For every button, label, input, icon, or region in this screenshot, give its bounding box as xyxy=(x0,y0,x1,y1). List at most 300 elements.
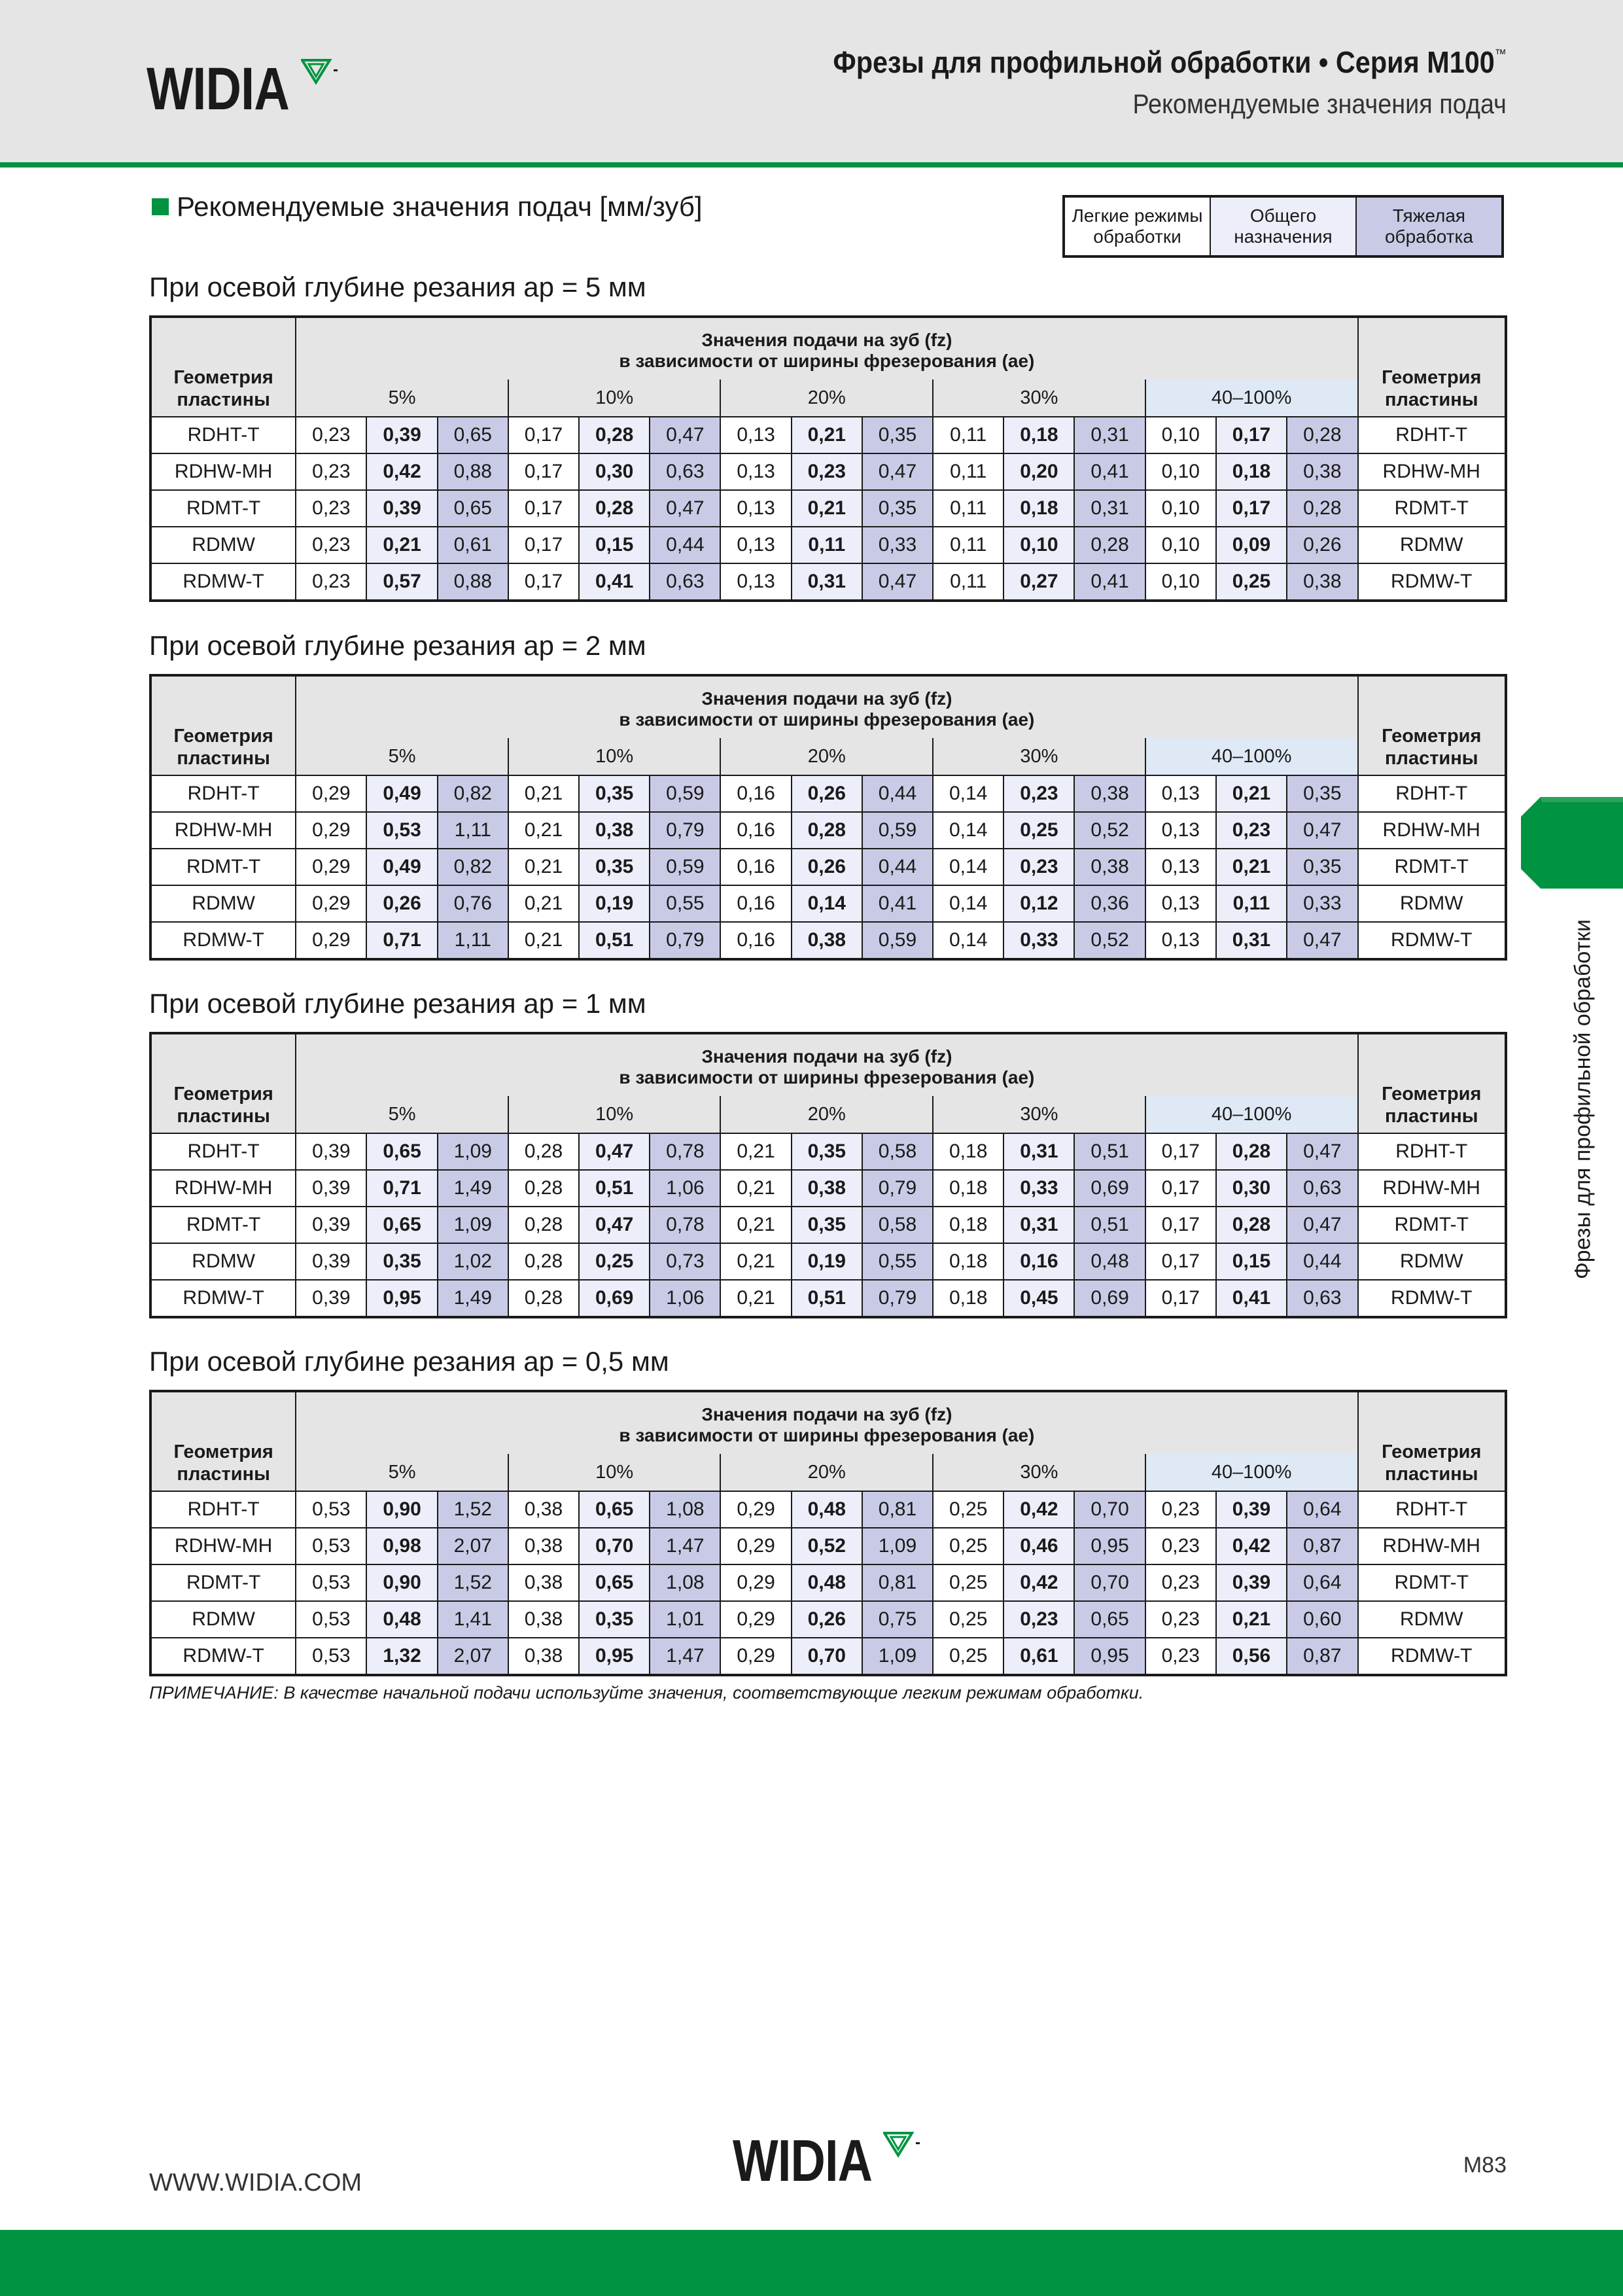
geometry-cell: RDMT-T xyxy=(150,849,296,885)
feed-value-cell: 0,20 xyxy=(1003,453,1074,490)
table-row xyxy=(150,1528,1506,1564)
feed-value-cell: 0,95 xyxy=(1074,1638,1145,1675)
feed-value-cell: 0,28 xyxy=(579,490,650,527)
feed-value-cell: 0,25 xyxy=(579,1243,650,1280)
feed-value-cell: 0,52 xyxy=(792,1528,862,1564)
feed-value-cell: 0,39 xyxy=(296,1207,366,1243)
feed-value-cell: 0,48 xyxy=(792,1491,862,1528)
feed-value-cell: 0,21 xyxy=(1216,849,1287,885)
feed-value-cell: 0,28 xyxy=(579,417,650,453)
feed-value-cell: 0,58 xyxy=(862,1133,933,1170)
width-percent-header: 40–100% xyxy=(1145,738,1358,775)
feed-value-cell: 0,21 xyxy=(720,1280,791,1317)
feed-value-cell: 0,13 xyxy=(720,527,791,563)
feed-value-cell: 0,38 xyxy=(508,1601,579,1638)
feed-value-cell: 0,49 xyxy=(366,775,437,812)
feed-value-cell: 0,26 xyxy=(366,885,437,922)
feed-value-cell: 0,31 xyxy=(1074,490,1145,527)
geometry-header: Геометрия пластины xyxy=(150,1033,296,1133)
geometry-cell: RDMW xyxy=(150,1243,296,1280)
feed-caption-line2: в зависимости от ширины фрезерования (ae) xyxy=(619,351,1035,371)
footer-logo xyxy=(733,2128,922,2194)
table-row xyxy=(150,1491,1506,1528)
page-title: Фрезы для профильной обработки • Серия M100™ xyxy=(833,45,1507,79)
feed-value-cell: 0,17 xyxy=(1145,1207,1216,1243)
feed-value-cell: 0,17 xyxy=(508,527,579,563)
feed-value-cell: 0,44 xyxy=(862,849,933,885)
feed-value-cell: 0,29 xyxy=(296,922,366,959)
feed-value-cell: 0,59 xyxy=(650,775,720,812)
feed-value-cell: 0,25 xyxy=(933,1528,1003,1564)
feed-value-cell: 0,12 xyxy=(1003,885,1074,922)
feed-value-cell: 0,17 xyxy=(1145,1170,1216,1207)
feed-value-cell: 0,35 xyxy=(366,1243,437,1280)
feed-value-cell: 0,14 xyxy=(933,922,1003,959)
feed-value-cell: 0,23 xyxy=(296,527,366,563)
geometry-cell-right: RDMW xyxy=(1358,1243,1506,1280)
width-percent-header: 5% xyxy=(296,1096,508,1133)
page-number: M83 xyxy=(1463,2153,1507,2178)
feed-value-cell: 0,23 xyxy=(1216,812,1287,849)
feed-value-cell: 0,79 xyxy=(650,812,720,849)
feed-caption xyxy=(296,1391,1357,1454)
feed-value-cell: 0,23 xyxy=(1145,1564,1216,1601)
feed-value-cell: 0,51 xyxy=(579,1170,650,1207)
feed-value-cell: 0,18 xyxy=(933,1207,1003,1243)
geometry-cell-right: RDMW-T xyxy=(1358,922,1506,959)
feed-value-cell: 0,38 xyxy=(508,1491,579,1528)
feed-value-cell: 0,82 xyxy=(438,775,508,812)
feed-value-cell: 0,10 xyxy=(1145,417,1216,453)
feed-value-cell: 0,23 xyxy=(1145,1528,1216,1564)
feed-caption xyxy=(296,1033,1357,1096)
feed-value-cell: 0,63 xyxy=(650,453,720,490)
width-percent-header: 20% xyxy=(720,1454,933,1491)
feed-value-cell: 0,18 xyxy=(933,1280,1003,1317)
geometry-cell-right: RDHW-MH xyxy=(1358,1528,1506,1564)
geometry-header-right: Геометрия пластины xyxy=(1358,675,1506,775)
feed-value-cell: 0,38 xyxy=(1287,453,1357,490)
geometry-cell: RDMT-T xyxy=(150,1564,296,1601)
feed-value-cell: 0,35 xyxy=(579,849,650,885)
table-row xyxy=(150,563,1506,601)
feed-value-cell: 0,21 xyxy=(720,1133,791,1170)
feed-value-cell: 0,17 xyxy=(508,563,579,601)
feed-value-cell: 0,13 xyxy=(1145,922,1216,959)
header-logo xyxy=(147,56,340,122)
feed-value-cell: 0,33 xyxy=(1003,922,1074,959)
geometry-cell-right: RDHW-MH xyxy=(1358,812,1506,849)
feed-value-cell: 0,56 xyxy=(1216,1638,1287,1675)
feed-value-cell: 0,35 xyxy=(862,417,933,453)
feed-value-cell: 0,70 xyxy=(1074,1564,1145,1601)
feed-value-cell: 0,28 xyxy=(1216,1133,1287,1170)
feed-value-cell: 0,45 xyxy=(1003,1280,1074,1317)
feed-table xyxy=(149,674,1507,961)
feed-value-cell: 0,42 xyxy=(1003,1491,1074,1528)
feed-value-cell: 0,95 xyxy=(366,1280,437,1317)
feed-value-cell: 1,11 xyxy=(438,922,508,959)
feed-caption xyxy=(296,675,1357,738)
feed-value-cell: 0,79 xyxy=(862,1280,933,1317)
feed-value-cell: 0,15 xyxy=(1216,1243,1287,1280)
geometry-cell: RDMW-T xyxy=(150,1638,296,1675)
geometry-cell: RDMT-T xyxy=(150,490,296,527)
feed-value-cell: 0,53 xyxy=(296,1564,366,1601)
feed-value-cell: 0,23 xyxy=(1003,775,1074,812)
feed-value-cell: 1,32 xyxy=(366,1638,437,1675)
legend-general: Общего назначения xyxy=(1210,196,1356,256)
feed-value-cell: 0,28 xyxy=(508,1133,579,1170)
geometry-header-right: Геометрия пластины xyxy=(1358,1391,1506,1491)
feed-value-cell: 0,38 xyxy=(1287,563,1357,601)
feed-value-cell: 0,19 xyxy=(792,1243,862,1280)
geometry-header: Геометрия пластины xyxy=(150,1391,296,1491)
feed-caption-line1: Значения подачи на зуб (fz) xyxy=(701,688,952,709)
feed-value-cell: 0,29 xyxy=(296,885,366,922)
geometry-cell-right: RDHT-T xyxy=(1358,1133,1506,1170)
feed-table xyxy=(149,1032,1507,1318)
feed-value-cell: 0,11 xyxy=(933,563,1003,601)
feed-value-cell: 0,42 xyxy=(1003,1564,1074,1601)
feed-value-cell: 0,26 xyxy=(1287,527,1357,563)
feed-value-cell: 0,63 xyxy=(650,563,720,601)
feed-value-cell: 0,35 xyxy=(792,1133,862,1170)
feed-value-cell: 0,39 xyxy=(296,1280,366,1317)
feed-value-cell: 0,18 xyxy=(933,1133,1003,1170)
feed-value-cell: 1,09 xyxy=(438,1133,508,1170)
geometry-cell-right: RDMW-T xyxy=(1358,1280,1506,1317)
width-percent-header: 40–100% xyxy=(1145,1096,1358,1133)
feed-value-cell: 0,23 xyxy=(792,453,862,490)
feed-value-cell: 0,21 xyxy=(792,417,862,453)
table-row xyxy=(150,527,1506,563)
feed-value-cell: 0,81 xyxy=(862,1564,933,1601)
feed-value-cell: 0,51 xyxy=(1074,1207,1145,1243)
geometry-cell-right: RDMT-T xyxy=(1358,849,1506,885)
feed-value-cell: 0,31 xyxy=(1216,922,1287,959)
feed-value-cell: 0,35 xyxy=(1287,775,1357,812)
feed-value-cell: 0,90 xyxy=(366,1491,437,1528)
green-side-tab-icon xyxy=(1521,797,1623,889)
width-percent-header: 5% xyxy=(296,380,508,417)
feed-value-cell: 0,23 xyxy=(1145,1491,1216,1528)
header-rule xyxy=(0,162,1623,168)
footer-brand-wordmark: WIDIA xyxy=(733,2128,873,2194)
feed-value-cell: 0,70 xyxy=(1074,1491,1145,1528)
feed-value-cell: 0,23 xyxy=(1003,1601,1074,1638)
feed-value-cell: 0,38 xyxy=(1074,849,1145,885)
feed-value-cell: 0,25 xyxy=(933,1491,1003,1528)
feed-value-cell: 0,39 xyxy=(296,1170,366,1207)
feed-value-cell: 1,09 xyxy=(438,1207,508,1243)
feed-value-cell: 0,10 xyxy=(1145,527,1216,563)
feed-value-cell: 0,30 xyxy=(579,453,650,490)
feed-value-cell: 0,78 xyxy=(650,1133,720,1170)
feed-value-cell: 0,38 xyxy=(1074,775,1145,812)
width-percent-header: 10% xyxy=(508,380,721,417)
feed-value-cell: 0,29 xyxy=(720,1528,791,1564)
geometry-cell: RDHW-MH xyxy=(150,1170,296,1207)
feed-value-cell: 0,47 xyxy=(1287,812,1357,849)
feed-caption-line2: в зависимости от ширины фрезерования (ae) xyxy=(619,709,1035,730)
feed-value-cell: 0,39 xyxy=(1216,1564,1287,1601)
feed-value-cell: 0,47 xyxy=(862,453,933,490)
feed-value-cell: 0,65 xyxy=(366,1207,437,1243)
feed-value-cell: 0,51 xyxy=(792,1280,862,1317)
feed-value-cell: 0,14 xyxy=(933,849,1003,885)
feed-value-cell: 0,47 xyxy=(579,1207,650,1243)
width-percent-header: 30% xyxy=(933,738,1145,775)
feed-value-cell: 0,53 xyxy=(296,1528,366,1564)
feed-value-cell: 0,63 xyxy=(1287,1170,1357,1207)
side-tab-label: Фрезы для профильной обработки xyxy=(1570,919,1596,1280)
feed-value-cell: 0,38 xyxy=(792,922,862,959)
feed-value-cell: 0,28 xyxy=(508,1207,579,1243)
feed-value-cell: 0,63 xyxy=(1287,1280,1357,1317)
feed-value-cell: 0,21 xyxy=(508,849,579,885)
feed-value-cell: 1,52 xyxy=(438,1564,508,1601)
geometry-cell-right: RDMW xyxy=(1358,1601,1506,1638)
width-percent-header: 20% xyxy=(720,380,933,417)
feed-value-cell: 0,14 xyxy=(933,885,1003,922)
feed-value-cell: 0,21 xyxy=(508,775,579,812)
footer-bar xyxy=(0,2230,1623,2296)
feed-value-cell: 0,48 xyxy=(1074,1243,1145,1280)
table-title: При осевой глубине резания ap = 0,5 мм xyxy=(149,1346,669,1377)
geometry-cell: RDHT-T xyxy=(150,417,296,453)
feed-value-cell: 0,17 xyxy=(508,453,579,490)
feed-value-cell: 0,17 xyxy=(1216,490,1287,527)
feed-value-cell: 0,46 xyxy=(1003,1528,1074,1564)
feed-value-cell: 0,25 xyxy=(933,1638,1003,1675)
geometry-cell-right: RDHT-T xyxy=(1358,417,1506,453)
feed-table xyxy=(149,1390,1507,1676)
geometry-cell-right: RDHT-T xyxy=(1358,1491,1506,1528)
feed-value-cell: 0,18 xyxy=(933,1170,1003,1207)
feed-value-cell: 0,29 xyxy=(720,1638,791,1675)
width-percent-header: 20% xyxy=(720,1096,933,1133)
trademark: ™ xyxy=(1495,47,1507,62)
feed-value-cell: 0,39 xyxy=(366,490,437,527)
feed-caption-line1: Значения подачи на зуб (fz) xyxy=(701,1404,952,1424)
feed-value-cell: 0,44 xyxy=(650,527,720,563)
geometry-cell: RDHT-T xyxy=(150,1491,296,1528)
feed-value-cell: 0,28 xyxy=(1287,417,1357,453)
feed-caption-line2: в зависимости от ширины фрезерования (ae) xyxy=(619,1067,1035,1087)
geometry-cell-right: RDHW-MH xyxy=(1358,1170,1506,1207)
feed-table xyxy=(149,315,1507,602)
table-row xyxy=(150,1564,1506,1601)
green-square-bullet-icon xyxy=(152,198,169,215)
feed-value-cell: 0,28 xyxy=(1287,490,1357,527)
feed-value-cell: 0,10 xyxy=(1145,563,1216,601)
feed-value-cell: 0,87 xyxy=(1287,1638,1357,1675)
feed-value-cell: 0,57 xyxy=(366,563,437,601)
feed-value-cell: 0,13 xyxy=(720,490,791,527)
feed-value-cell: 0,41 xyxy=(1216,1280,1287,1317)
feed-value-cell: 0,11 xyxy=(933,527,1003,563)
feed-value-cell: 0,47 xyxy=(650,490,720,527)
feed-value-cell: 0,25 xyxy=(1216,563,1287,601)
feed-value-cell: 0,35 xyxy=(579,775,650,812)
feed-value-cell: 0,47 xyxy=(1287,1133,1357,1170)
feed-value-cell: 1,06 xyxy=(650,1170,720,1207)
geometry-cell-right: RDMW xyxy=(1358,527,1506,563)
feed-caption-line1: Значения подачи на зуб (fz) xyxy=(701,1046,952,1067)
geometry-cell-right: RDMW-T xyxy=(1358,1638,1506,1675)
note: ПРИМЕЧАНИЕ: В качестве начальной подачи используйте значения, соответствующие легким режимам обработки. xyxy=(149,1683,1144,1703)
feed-value-cell: 0,59 xyxy=(862,812,933,849)
feed-value-cell: 0,52 xyxy=(1074,922,1145,959)
feed-value-cell: 2,07 xyxy=(438,1528,508,1564)
feed-value-cell: 0,33 xyxy=(862,527,933,563)
feed-value-cell: 0,28 xyxy=(792,812,862,849)
feed-value-cell: 0,21 xyxy=(508,922,579,959)
feed-value-cell: 0,98 xyxy=(366,1528,437,1564)
feed-value-cell: 0,10 xyxy=(1145,453,1216,490)
feed-value-cell: 0,65 xyxy=(438,490,508,527)
feed-value-cell: 0,42 xyxy=(1216,1528,1287,1564)
feed-value-cell: 0,25 xyxy=(933,1564,1003,1601)
geometry-cell-right: RDMT-T xyxy=(1358,490,1506,527)
feed-value-cell: 0,13 xyxy=(1145,885,1216,922)
geometry-cell: RDHT-T xyxy=(150,1133,296,1170)
geometry-cell: RDHW-MH xyxy=(150,453,296,490)
feed-value-cell: 0,26 xyxy=(792,849,862,885)
feed-value-cell: 0,47 xyxy=(650,417,720,453)
feed-value-cell: 0,21 xyxy=(720,1170,791,1207)
feed-value-cell: 1,47 xyxy=(650,1528,720,1564)
feed-value-cell: 0,23 xyxy=(1145,1638,1216,1675)
feed-value-cell: 0,53 xyxy=(296,1638,366,1675)
feed-value-cell: 0,18 xyxy=(1003,490,1074,527)
section-heading-text: Рекомендуемые значения подач [мм/зуб] xyxy=(177,191,703,222)
table-title: При осевой глубине резания ap = 5 мм xyxy=(149,272,646,302)
table-row xyxy=(150,417,1506,453)
feed-value-cell: 0,13 xyxy=(720,563,791,601)
table-row xyxy=(150,1170,1506,1207)
feed-value-cell: 0,30 xyxy=(1216,1170,1287,1207)
feed-value-cell: 0,13 xyxy=(1145,775,1216,812)
feed-value-cell: 0,27 xyxy=(1003,563,1074,601)
geometry-cell: RDMW xyxy=(150,885,296,922)
feed-value-cell: 0,47 xyxy=(1287,1207,1357,1243)
feed-value-cell: 0,09 xyxy=(1216,527,1287,563)
feed-value-cell: 0,53 xyxy=(296,1601,366,1638)
feed-value-cell: 0,35 xyxy=(579,1601,650,1638)
feed-value-cell: 0,18 xyxy=(1003,417,1074,453)
feed-value-cell: 0,58 xyxy=(862,1207,933,1243)
feed-value-cell: 0,10 xyxy=(1003,527,1074,563)
feed-value-cell: 0,17 xyxy=(1145,1243,1216,1280)
feed-value-cell: 1,47 xyxy=(650,1638,720,1675)
feed-value-cell: 0,51 xyxy=(1074,1133,1145,1170)
feed-value-cell: 0,61 xyxy=(438,527,508,563)
feed-value-cell: 0,35 xyxy=(792,1207,862,1243)
geometry-cell: RDHW-MH xyxy=(150,812,296,849)
width-percent-header: 10% xyxy=(508,738,721,775)
widia-triangle-logo-icon xyxy=(883,2132,922,2158)
feed-value-cell: 0,48 xyxy=(792,1564,862,1601)
width-percent-header: 30% xyxy=(933,1454,1145,1491)
feed-value-cell: 0,23 xyxy=(296,417,366,453)
geometry-header-right: Геометрия пластины xyxy=(1358,1033,1506,1133)
feed-value-cell: 0,53 xyxy=(366,812,437,849)
table-row xyxy=(150,849,1506,885)
feed-value-cell: 0,26 xyxy=(792,1601,862,1638)
geometry-cell: RDHW-MH xyxy=(150,1528,296,1564)
feed-value-cell: 0,39 xyxy=(296,1243,366,1280)
feed-value-cell: 0,65 xyxy=(438,417,508,453)
feed-value-cell: 0,79 xyxy=(862,1170,933,1207)
feed-value-cell: 1,11 xyxy=(438,812,508,849)
width-percent-header: 30% xyxy=(933,380,1145,417)
feed-value-cell: 0,33 xyxy=(1287,885,1357,922)
legend-heavy: Тяжелая обработка xyxy=(1356,196,1503,256)
feed-value-cell: 0,95 xyxy=(1074,1528,1145,1564)
feed-value-cell: 0,47 xyxy=(862,563,933,601)
feed-value-cell: 0,10 xyxy=(1145,490,1216,527)
feed-value-cell: 0,21 xyxy=(720,1207,791,1243)
legend-light: Легкие режимы обработки xyxy=(1064,196,1210,256)
table-row xyxy=(150,1280,1506,1317)
feed-value-cell: 0,95 xyxy=(579,1638,650,1675)
feed-value-cell: 0,90 xyxy=(366,1564,437,1601)
feed-value-cell: 0,51 xyxy=(579,922,650,959)
feed-value-cell: 0,15 xyxy=(579,527,650,563)
feed-value-cell: 0,69 xyxy=(1074,1170,1145,1207)
feed-value-cell: 0,47 xyxy=(1287,922,1357,959)
feed-value-cell: 0,38 xyxy=(508,1564,579,1601)
feed-value-cell: 0,19 xyxy=(579,885,650,922)
brand-wordmark: WIDIA xyxy=(147,56,289,122)
feed-value-cell: 0,65 xyxy=(579,1564,650,1601)
geometry-cell: RDHT-T xyxy=(150,775,296,812)
feed-value-cell: 1,41 xyxy=(438,1601,508,1638)
footer-url[interactable]: WWW.WIDIA.COM xyxy=(149,2169,362,2197)
feed-value-cell: 0,16 xyxy=(720,849,791,885)
geometry-cell-right: RDMT-T xyxy=(1358,1207,1506,1243)
feed-value-cell: 0,71 xyxy=(366,922,437,959)
feed-value-cell: 0,17 xyxy=(508,490,579,527)
geometry-cell: RDMW xyxy=(150,1601,296,1638)
feed-value-cell: 0,38 xyxy=(579,812,650,849)
feed-caption-line1: Значения подачи на зуб (fz) xyxy=(701,330,952,350)
feed-value-cell: 0,14 xyxy=(933,775,1003,812)
feed-value-cell: 0,13 xyxy=(720,417,791,453)
feed-value-cell: 0,28 xyxy=(508,1243,579,1280)
feed-value-cell: 0,81 xyxy=(862,1491,933,1528)
feed-value-cell: 0,41 xyxy=(1074,453,1145,490)
feed-value-cell: 0,53 xyxy=(296,1491,366,1528)
table-title: При осевой глубине резания ap = 2 мм xyxy=(149,630,646,661)
feed-value-cell: 0,64 xyxy=(1287,1564,1357,1601)
feed-value-cell: 0,71 xyxy=(366,1170,437,1207)
feed-value-cell: 0,16 xyxy=(720,922,791,959)
width-percent-header: 5% xyxy=(296,738,508,775)
feed-value-cell: 0,59 xyxy=(862,922,933,959)
feed-value-cell: 1,06 xyxy=(650,1280,720,1317)
feed-value-cell: 0,69 xyxy=(1074,1280,1145,1317)
geometry-cell-right: RDMW-T xyxy=(1358,563,1506,601)
feed-value-cell: 0,38 xyxy=(508,1638,579,1675)
feed-value-cell: 0,28 xyxy=(1074,527,1145,563)
feed-value-cell: 0,36 xyxy=(1074,885,1145,922)
feed-value-cell: 1,08 xyxy=(650,1564,720,1601)
table-row xyxy=(150,1601,1506,1638)
feed-value-cell: 0,42 xyxy=(366,453,437,490)
